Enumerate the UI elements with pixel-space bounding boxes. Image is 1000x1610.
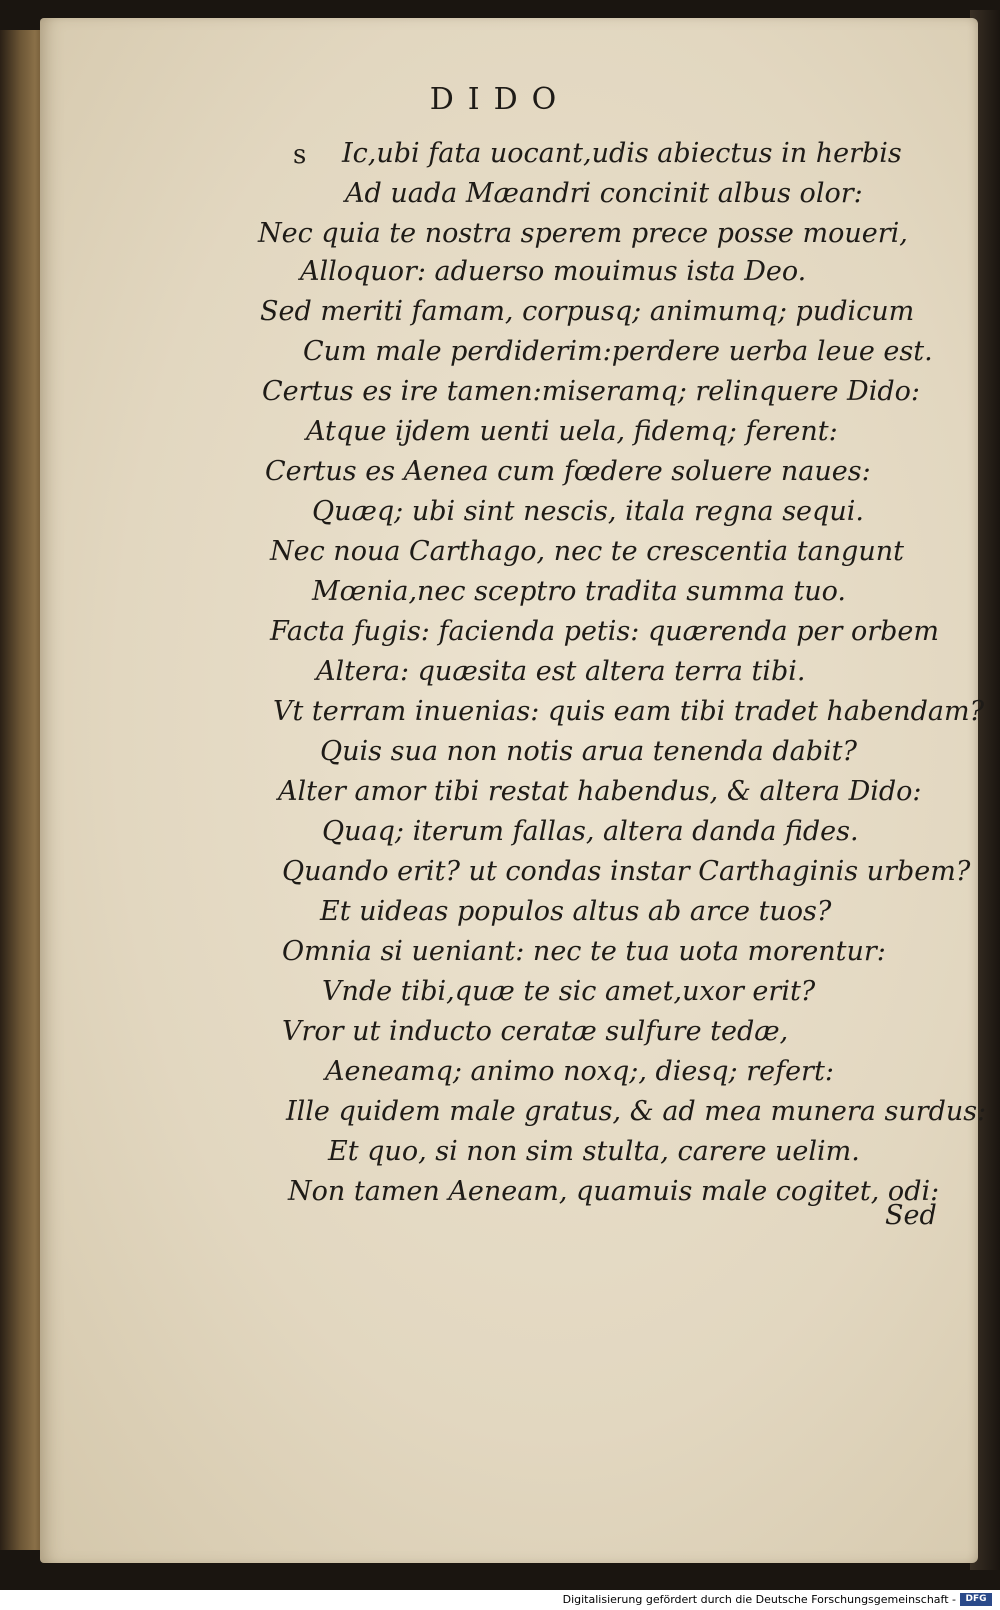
verse-line: Vnde tibi,quæ te sic amet,uxor erit?	[322, 976, 816, 1007]
verse-line: Atque ijdem uenti uela, fidemq; ferent:	[306, 416, 838, 447]
verse-line: Sed meriti famam, corpusq; animumq; pudicum	[260, 296, 915, 327]
verse-line: Vror ut inducto ceratæ sulfure tedæ,	[282, 1016, 789, 1047]
verse-line: Ic,ubi fata uocant,udis abiectus in herbis	[342, 138, 902, 169]
verse-line: Quando erit? ut condas instar Carthaginis urbem?	[282, 856, 971, 887]
footer-credit: Digitalisierung gefördert durch die Deutsche Forschungsgemeinschaft -	[562, 1593, 956, 1606]
dfg-logo: DFG	[960, 1593, 992, 1606]
verse-line: Facta fugis: facienda petis: quærenda per orbem	[270, 616, 940, 647]
verse-line: Certus es Aenea cum fœdere soluere naues:	[265, 456, 871, 487]
verse-line: Aeneamq; animo noxq;, diesq; refert:	[325, 1056, 834, 1087]
verse-line: Certus es ire tamen:miseramq; relinquere Dido:	[262, 376, 920, 407]
verse-line: Nec quia te nostra sperem prece posse moueri,	[258, 218, 908, 249]
verse-line: Altera: quæsita est altera terra tibi.	[316, 656, 806, 687]
verse-line: Quis sua non notis arua tenenda dabit?	[320, 736, 857, 767]
verse-line: Quaq; iterum fallas, altera danda fides.	[322, 816, 859, 847]
verse-line: Mœnia,nec sceptro tradita summa tuo.	[312, 576, 846, 607]
verse-line: Quæq; ubi sint nescis, itala regna sequi.	[312, 496, 864, 527]
verse-line: Et uideas populos altus ab arce tuos?	[320, 896, 832, 927]
verse-line: Cum male perdiderim:perdere uerba leue est.	[303, 336, 933, 367]
catchword: Sed	[885, 1200, 937, 1231]
verse-line: Alloquor: aduerso mouimus ista Deo.	[300, 256, 807, 287]
verse-line: Ad uada Mæandri concinit albus olor:	[345, 178, 863, 209]
verse-line: Nec noua Carthago, nec te crescentia tangunt	[270, 536, 904, 567]
section-mark: s	[293, 140, 307, 170]
verse-line: Non tamen Aeneam, quamuis male cogitet, odi:	[288, 1176, 940, 1207]
verse-line: Ille quidem male gratus, & ad mea munera surdus:	[286, 1096, 987, 1127]
verse-line: Omnia si ueniant: nec te tua uota morentur:	[282, 936, 886, 967]
verse-line: Et quo, si non sim stulta, carere uelim.	[328, 1136, 860, 1167]
verse-line: Vt terram inuenias: quis eam tibi tradet habendam?	[273, 696, 985, 727]
footer-bar	[0, 1590, 1000, 1610]
running-head: DIDO	[429, 82, 571, 117]
verse-line: Alter amor tibi restat habendus, & altera Dido:	[278, 776, 922, 807]
